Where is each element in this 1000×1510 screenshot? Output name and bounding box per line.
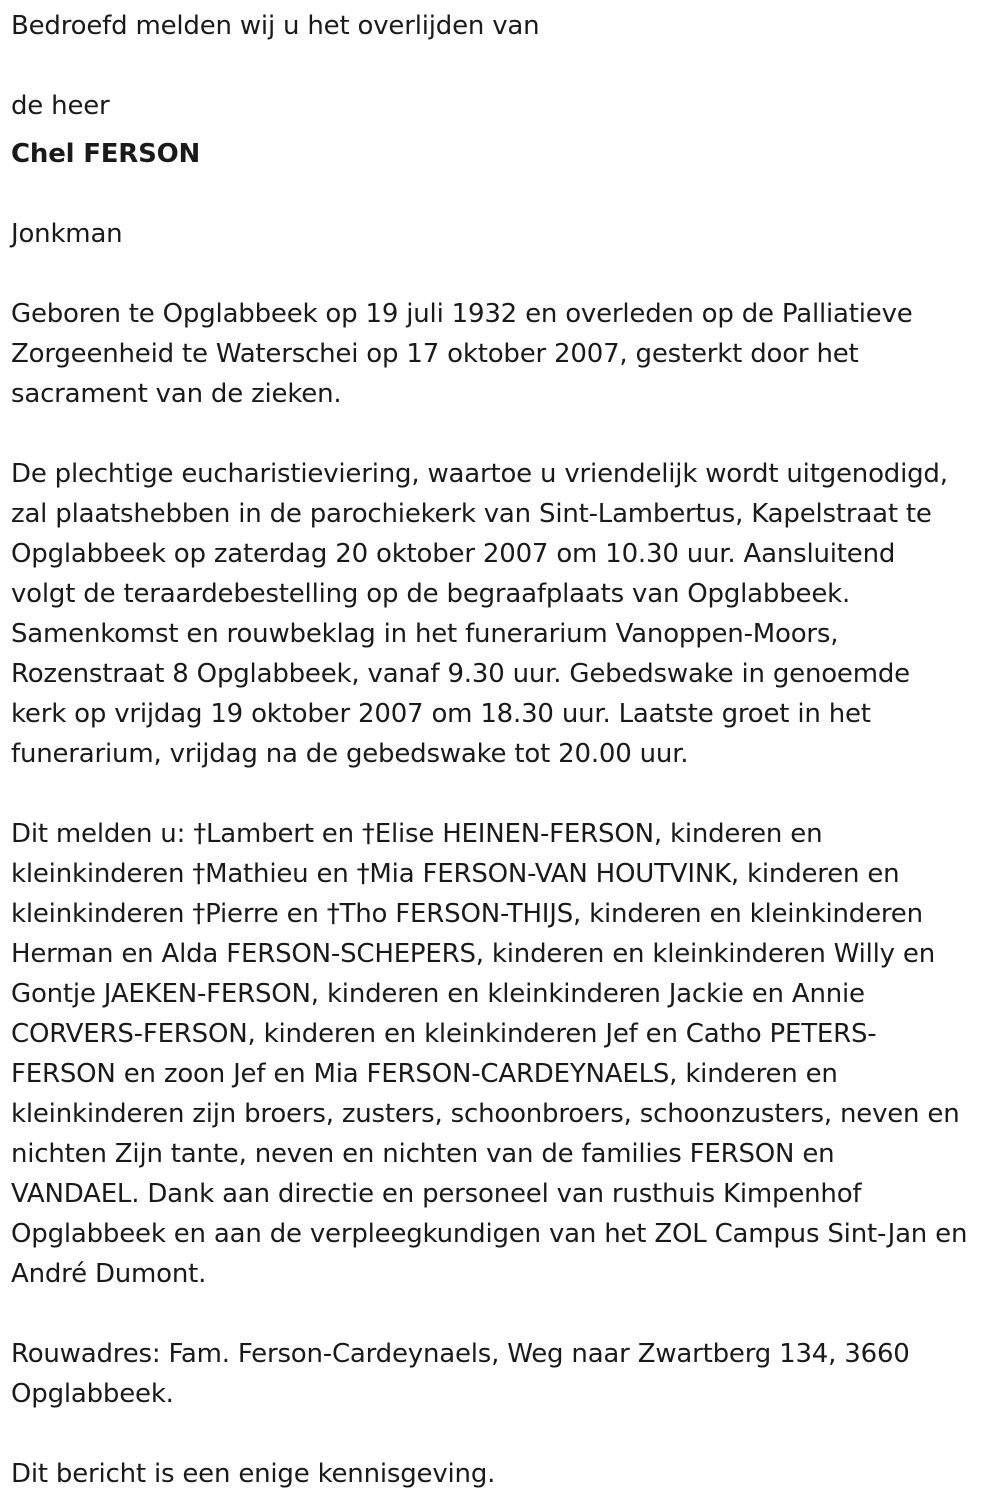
paragraph-line: Rozenstraat 8 Opglabbeek, vanaf 9.30 uur. Gebedswake in genoemde xyxy=(11,659,910,689)
paragraph-line: zal plaatshebben in de parochiekerk van Sint-Lambertus, Kapelstraat te xyxy=(11,499,932,529)
paragraph-line: kleinkinderen †Mathieu en †Mia FERSON-VAN HOUTVINK, kinderen en xyxy=(11,859,900,889)
intro-text: Bedroefd melden wij u het overlijden van xyxy=(11,11,540,41)
paragraph-line: sacrament van de zieken. xyxy=(11,379,342,409)
paragraph-line: De plechtige eucharistieviering, waartoe u vriendelijk wordt uitgenodigd, xyxy=(11,459,948,489)
deceased-name: Chel FERSON xyxy=(11,139,201,169)
paragraph-line: Gontje JAEKEN-FERSON, kinderen en kleinkinderen Jackie en Annie xyxy=(11,979,865,1009)
family-paragraph xyxy=(11,814,988,1294)
paragraph-line: Dit melden u: †Lambert en †Elise HEINEN-FERSON, kinderen en xyxy=(11,819,823,849)
paragraph-line: volgt de teraardebestelling op de begraafplaats van Opglabbeek. xyxy=(11,579,851,609)
paragraph-line: Opglabbeek en aan de verpleegkundigen van het ZOL Campus Sint-Jan en xyxy=(11,1219,968,1249)
paragraph-line: nichten Zijn tante, neven en nichten van de families FERSON en xyxy=(11,1139,835,1169)
paragraph-line: kleinkinderen †Pierre en †Tho FERSON-THIJS, kinderen en kleinkinderen xyxy=(11,899,923,929)
paragraph-line: Opglabbeek. xyxy=(11,1379,174,1409)
paragraph-line: Herman en Alda FERSON-SCHEPERS, kinderen en kleinkinderen Willy en xyxy=(11,939,936,969)
ceremony-paragraph xyxy=(11,454,988,774)
birth-death-paragraph xyxy=(11,294,988,414)
paragraph-line: funerarium, vrijdag na de gebedswake tot 20.00 uur. xyxy=(11,739,689,769)
paragraph-line: VANDAEL. Dank aan directie en personeel van rusthuis Kimpenhof xyxy=(11,1179,862,1209)
paragraph-line: kleinkinderen zijn broers, zusters, schoonbroers, schoonzusters, neven en xyxy=(11,1099,960,1129)
paragraph-line: kerk op vrijdag 19 oktober 2007 om 18.30 uur. Laatste groet in het xyxy=(11,699,871,729)
marital-status: Jonkman xyxy=(11,219,123,249)
paragraph-line: Zorgeenheid te Waterschei op 17 oktober 2007, gesterkt door het xyxy=(11,339,859,369)
salutation: de heer xyxy=(11,91,110,121)
closing-text: Dit bericht is een enige kennisgeving. xyxy=(11,1459,496,1489)
paragraph-line: André Dumont. xyxy=(11,1259,207,1289)
paragraph-line: CORVERS-FERSON, kinderen en kleinkinderen Jef en Catho PETERS- xyxy=(11,1019,877,1049)
paragraph-line: Geboren te Opglabbeek op 19 juli 1932 en overleden op de Palliatieve xyxy=(11,299,913,329)
address-paragraph xyxy=(11,1334,988,1414)
paragraph-line: FERSON en zoon Jef en Mia FERSON-CARDEYNAELS, kinderen en xyxy=(11,1059,838,1089)
paragraph-line: Rouwadres: Fam. Ferson-Cardeynaels, Weg naar Zwartberg 134, 3660 xyxy=(11,1339,910,1369)
paragraph-line: Opglabbeek op zaterdag 20 oktober 2007 om 10.30 uur. Aansluitend xyxy=(11,539,896,569)
paragraph-line: Samenkomst en rouwbeklag in het funerarium Vanoppen-Moors, xyxy=(11,619,839,649)
